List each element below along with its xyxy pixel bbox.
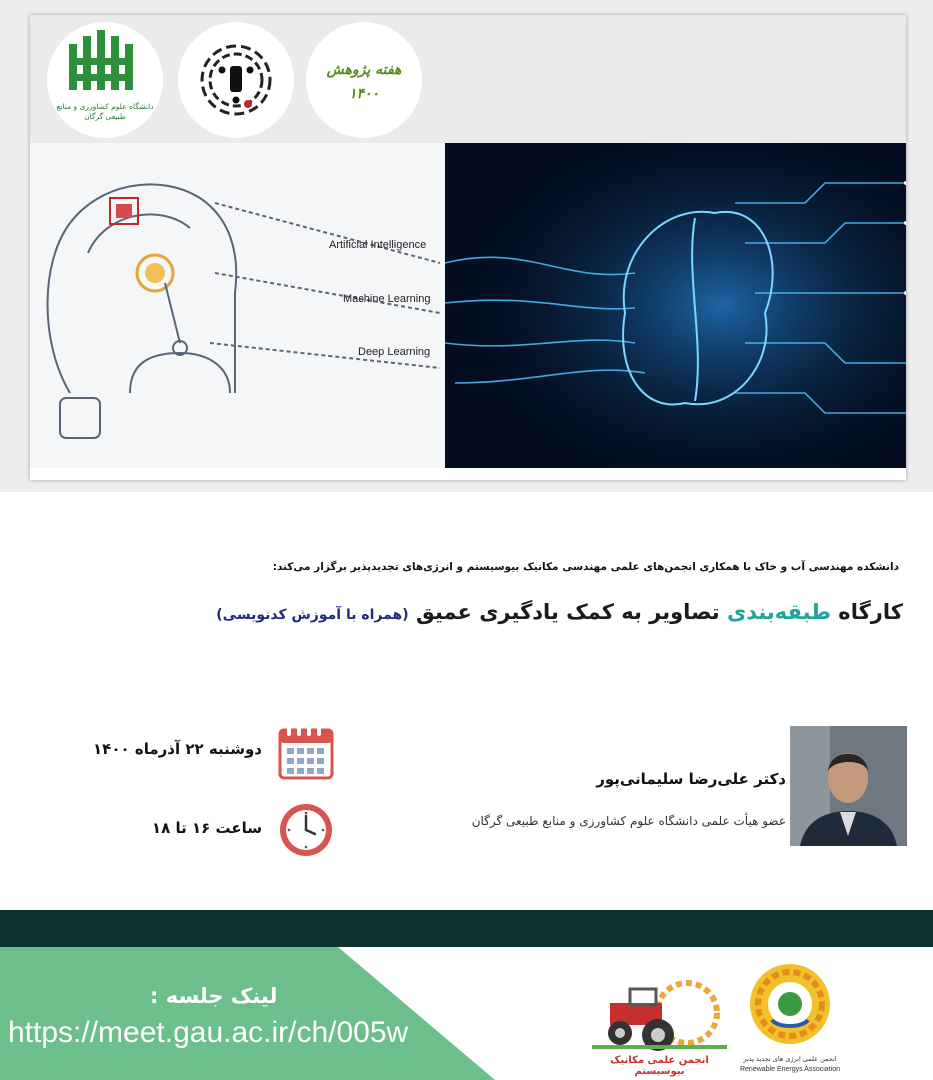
speaker-role: عضو هیأت علمی دانشگاه علوم کشاورزی و منابع طبیعی گرگان	[471, 814, 786, 828]
brain-circuit-image	[445, 143, 906, 468]
research-week-logo	[178, 22, 294, 138]
biosystem-association-logo	[592, 975, 727, 1075]
speaker-name: دکتر علی‌رضا سلیمانی‌پور	[596, 770, 786, 788]
university-logo	[47, 22, 163, 138]
badge-line1: هفته پژوهش	[326, 62, 402, 78]
footer-band	[0, 910, 933, 947]
ai-label-machine-learning: Machine Learning	[343, 293, 431, 305]
title-main: تصاویر به کمک یادگیری عمیق	[408, 600, 727, 624]
research-week-badge	[306, 22, 422, 138]
badge-line2: ۱۴۰۰	[348, 86, 380, 102]
speaker-photo	[790, 726, 907, 846]
brain-circuit-icon	[445, 143, 906, 468]
speaker-portrait-icon	[790, 726, 907, 846]
spiral-icon	[178, 22, 294, 138]
title-note: (همراه با آموزش کدنویسی)	[216, 607, 409, 623]
renewable-association-text-en: Renewable Energys Association	[739, 1066, 840, 1073]
calendar-icon	[278, 724, 334, 780]
robot-head-icon	[30, 143, 445, 468]
clock-icon	[277, 801, 335, 859]
session-time: ساعت ۱۶ تا ۱۸	[151, 819, 262, 837]
workshop-title	[216, 600, 903, 624]
link-label: لینک جلسه :	[150, 984, 278, 1008]
renewable-energy-association-logo	[738, 962, 842, 1080]
ai-label-artificial-intelligence: Artificial Intelligence	[329, 239, 427, 251]
tractor-gear-icon	[592, 975, 727, 1055]
title-prefix: کارگاه	[831, 600, 903, 624]
renewable-association-text-fa: انجمن علمی انرژی های تجدید پذیر	[743, 1055, 837, 1063]
session-date: دوشنبه ۲۲ آذرماه ۱۴۰۰	[93, 740, 262, 758]
ai-label-deep-learning: Deep Learning	[358, 346, 431, 358]
biosystem-association-text: انجمن علمی مکانیک بیوسیستم	[610, 1055, 709, 1077]
sun-gear-icon	[738, 962, 842, 1054]
meeting-link[interactable]: https://meet.gau.ac.ir/ch/005w	[8, 1016, 409, 1049]
organizer-line: دانشکده مهندسی آب و خاک با همکاری انجمن‌های علمی مهندسی مکانیک بیوسیستم و انرژی‌های تجدیدپذیر برگزار می‌کند:	[272, 561, 899, 573]
university-logo-text: دانشگاه علوم کشاورزی و منابع طبیعی گرگان	[56, 102, 154, 121]
ai-illustration	[30, 143, 445, 468]
title-highlight: طبقه‌بندی	[726, 600, 831, 624]
